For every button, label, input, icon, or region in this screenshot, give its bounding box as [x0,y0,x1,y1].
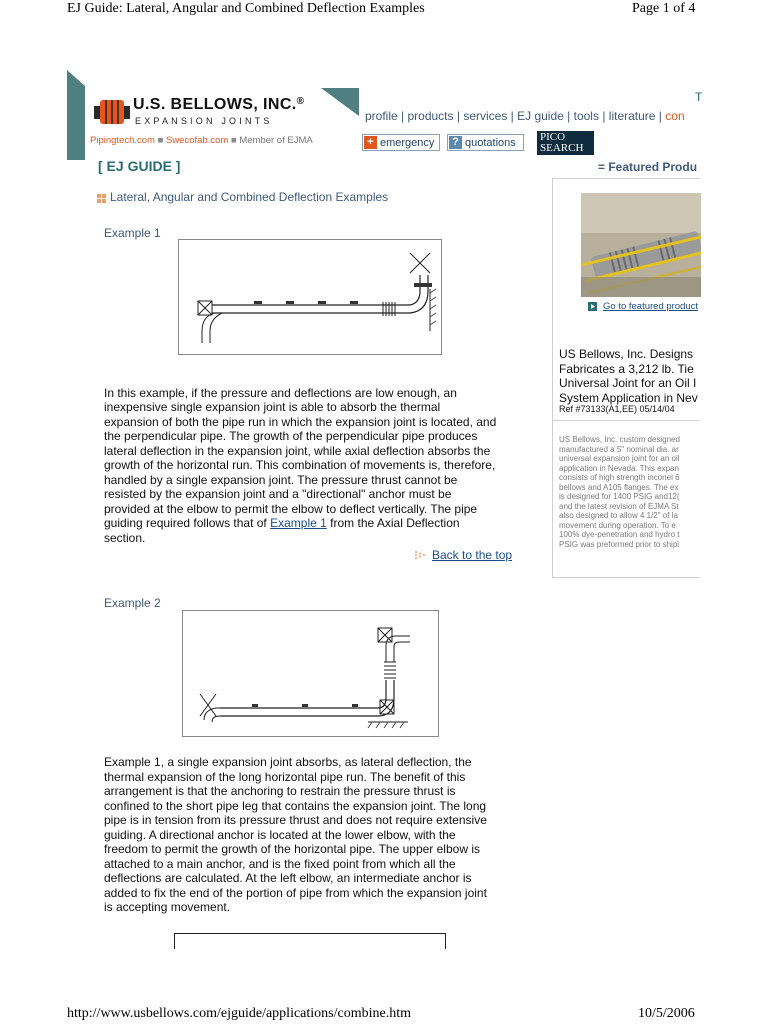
top-nav: profile | products | services | EJ guide | tools | literature | con [365,109,685,123]
ejma-member-text: Member of EJMA [239,135,313,146]
example-1-inline-link[interactable]: Example 1 [270,516,327,530]
left-accent-bar [67,70,87,160]
emergency-label: emergency [380,137,435,149]
tagline-row [90,135,313,146]
featured-divider [552,178,700,179]
example-1-paragraph-tail: from the Axial Deflection [326,516,460,530]
print-page-number: Page 1 of 4 [632,1,696,16]
example-2-text: Example 1, a single expansion joint absorbs, as lateral deflection, the thermal expansion of the long horizontal pipe run. The benefit of this arrangement is that the anchoring to restrain the pressure thrust is confined to the short pipe leg that contains the expansion joint. The long pipe is in tension from its pressure thrust and does not require extensive guiding. A directional anchor is located at the lower elbow, with the freedom to permit the growth of the horizontal pipe. The upper elbow is attached to a main anchor, and is the fixed point from which all the deflections are calculated. At the left elbow, an intermediate anchor is added to fix the end of the portion of pipe from which the expansion joint is accepting movement. [104,755,487,914]
example-3-diagram-frame [174,933,446,949]
swecofab-link[interactable]: Swecofab.com [165,135,229,146]
page-heading: Lateral, Angular and Combined Deflection Examples [110,190,389,204]
corner-glyph: T [695,90,703,104]
search-label: SEARCH [540,141,584,154]
ej-guide-label: [ EJ GUIDE ] [98,158,181,174]
plus-icon: + [364,136,377,149]
quotations-label: quotations [465,137,516,149]
example-1-paragraph: In this example, if the pressure and deflections are low enough, an inexpensive single expansion joint is able to absorb the thermal expansion of both the pipe run in which the expansion joint is located, and the perpendicular pipe. The growth of the perpendicular pipe produces lateral deflection in the expansion joint, while axial deflection absorbs the growth of the horizontal run. This combination of movements is, therefore, handled by a single expansion joint. The pressure thrust cannot be resisted by the expansion joint and a "directional" anchor must be provided at the elbow to permit the elbow to deflect vertically. The pipe guiding required follows that of [104,385,497,530]
bullet-separator: ■ [157,135,164,146]
nav-profile[interactable]: profile [365,109,398,123]
featured-ref-divider [552,420,700,421]
print-footer-date: 10/5/2006 [638,1006,695,1021]
featured-description: US Bellows, Inc. custom designed manufactured a 5" nominal dia. ar universal expansion joint for an oil application in Nevada. This expan consists of high strength inconel 6 bellows and A105 flanges. The ex is designed for 1400 PSIG and12( and the latest revision of EJMA St also designed to allow 4 1/2" of la movement during operation. To e 100% dye-penetration and hydro t PSIG was preformed prior to shipi [559,435,680,549]
example-2-diagram [182,610,439,737]
quotations-button[interactable] [447,134,524,151]
featured-product-image [581,193,701,297]
right-accent-corner [321,88,361,118]
featured-product-link[interactable]: Go to featured product [603,301,699,312]
featured-arrow-icon [588,302,597,311]
featured-header: = Featured Produ [598,160,698,174]
logo-company-name: U.S. BELLOWS, INC. [133,96,297,113]
nav-contact[interactable]: con [665,109,685,123]
bellows-logo-icon [93,97,131,127]
pico-label: PICO [540,131,566,143]
nav-products[interactable]: products [407,109,454,123]
pipingtech-link[interactable]: Pipingtech.com [90,135,155,146]
bullet-squares-icon [97,194,107,204]
back-to-top-link[interactable]: Back to the top [432,548,513,562]
example-1-diagram [178,239,442,355]
back-top-arrow-icon [414,550,428,560]
question-icon: ? [449,136,462,149]
featured-left-border [552,178,553,578]
example-1-paragraph-end: section. [104,530,146,545]
example-1-text [104,371,534,545]
logo-subtitle: EXPANSION JOINTS [135,116,273,126]
nav-tools[interactable]: tools [573,109,599,123]
logo-registered-mark: ® [296,96,305,107]
pico-search-button[interactable] [537,131,594,155]
nav-literature[interactable]: literature [608,109,656,123]
print-title: EJ Guide: Lateral, Angular and Combined Deflection Examples [67,1,425,16]
print-footer-url: http://www.usbellows.com/ejguide/applications/combine.htm [67,1006,411,1021]
emergency-button[interactable] [362,134,440,151]
bullet-separator: ■ [230,135,237,146]
nav-ej-guide[interactable]: EJ guide [517,109,564,123]
featured-bottom-border [552,577,700,578]
featured-ref: Ref #73133(A1,EE) 05/14/04 [559,404,675,414]
featured-title: US Bellows, Inc. Designs Fabricates a 3,212 lb. Tie Universal Joint for an Oil I System Application in Nev [559,347,698,405]
nav-services[interactable]: services [463,109,508,123]
example-1-label: Example 1 [104,226,161,240]
example-2-label: Example 2 [104,596,161,610]
